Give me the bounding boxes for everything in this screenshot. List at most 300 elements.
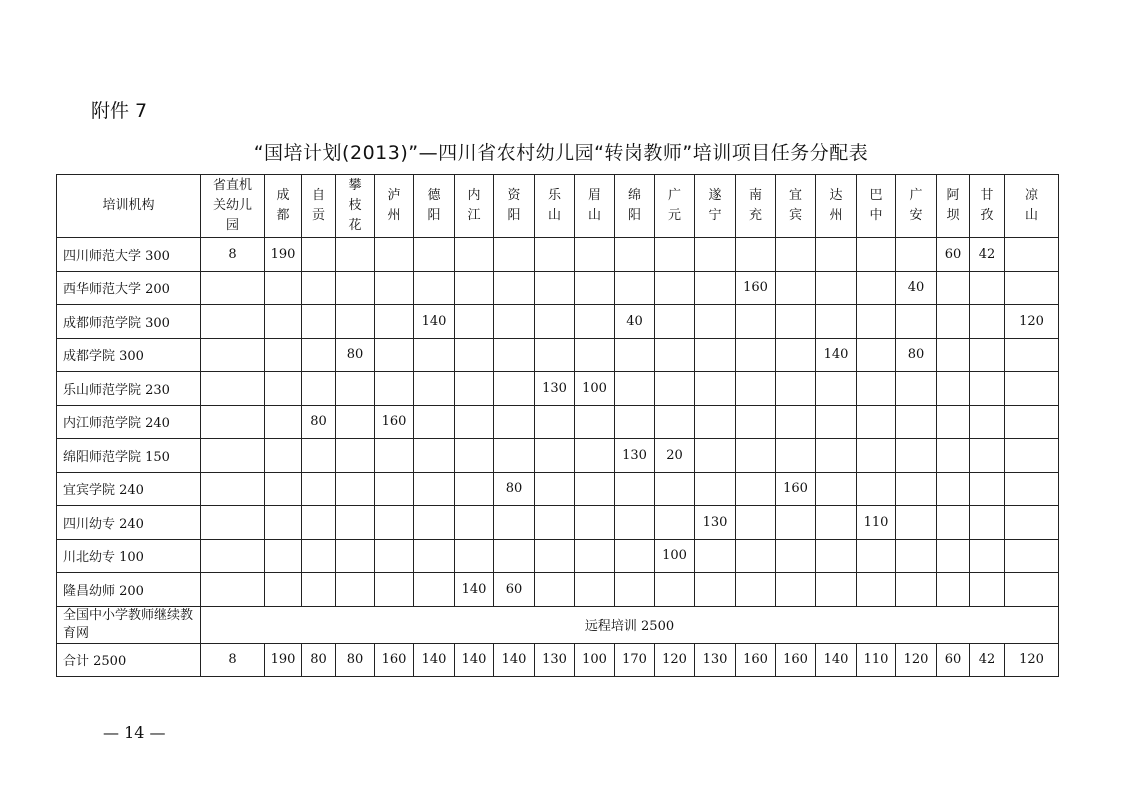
value-cell (655, 305, 695, 339)
value-cell: 120 (655, 643, 695, 677)
value-cell (302, 539, 336, 573)
allocation-table (56, 174, 1059, 677)
value-cell (201, 573, 265, 607)
value-cell (776, 271, 816, 305)
value-cell: 60 (494, 573, 535, 607)
value-cell (414, 238, 455, 272)
value-cell (736, 338, 776, 372)
value-cell (494, 539, 535, 573)
org-cell: 川北幼专 100 (57, 539, 201, 573)
value-cell (302, 238, 336, 272)
value-cell (1005, 271, 1059, 305)
value-cell (736, 472, 776, 506)
region-header: 绵 阳 (615, 175, 655, 238)
value-cell: 140 (816, 338, 857, 372)
value-cell (896, 506, 937, 540)
value-cell (655, 271, 695, 305)
value-cell (494, 238, 535, 272)
region-header: 达 州 (816, 175, 857, 238)
value-cell: 140 (455, 643, 494, 677)
value-cell: 170 (615, 643, 655, 677)
org-cell: 成都师范学院 300 (57, 305, 201, 339)
value-cell (857, 539, 896, 573)
value-cell (414, 405, 455, 439)
value-cell (265, 573, 302, 607)
value-cell (776, 439, 816, 473)
table-row (57, 506, 1059, 540)
value-cell (455, 405, 494, 439)
value-cell: 160 (375, 405, 414, 439)
org-cell: 合计 2500 (57, 643, 201, 677)
value-cell (970, 305, 1005, 339)
value-cell (896, 405, 937, 439)
value-cell (937, 305, 970, 339)
value-cell (201, 338, 265, 372)
region-header: 广 元 (655, 175, 695, 238)
region-header: 省直机 关幼儿 园 (201, 175, 265, 238)
value-cell (535, 305, 575, 339)
value-cell (896, 372, 937, 406)
value-cell (816, 439, 857, 473)
value-cell (265, 439, 302, 473)
value-cell (655, 372, 695, 406)
value-cell (375, 338, 414, 372)
value-cell: 130 (535, 372, 575, 406)
value-cell (776, 573, 816, 607)
value-cell (937, 372, 970, 406)
value-cell (1005, 372, 1059, 406)
value-cell (336, 472, 375, 506)
page-number: — 14 — (103, 723, 166, 742)
value-cell (1005, 472, 1059, 506)
value-cell (857, 238, 896, 272)
value-cell (695, 472, 736, 506)
value-cell: 42 (970, 238, 1005, 272)
value-cell (535, 439, 575, 473)
value-cell: 80 (302, 405, 336, 439)
value-cell (736, 506, 776, 540)
region-header: 资 阳 (494, 175, 535, 238)
org-cell: 隆昌幼师 200 (57, 573, 201, 607)
value-cell (375, 305, 414, 339)
value-cell (1005, 539, 1059, 573)
region-header: 广 安 (896, 175, 937, 238)
value-cell (201, 405, 265, 439)
value-cell (896, 472, 937, 506)
value-cell (455, 506, 494, 540)
value-cell (655, 573, 695, 607)
value-cell (336, 305, 375, 339)
value-cell: 140 (816, 643, 857, 677)
value-cell (494, 271, 535, 305)
value-cell (455, 338, 494, 372)
value-cell (336, 573, 375, 607)
value-cell: 8 (201, 643, 265, 677)
value-cell: 120 (1005, 305, 1059, 339)
value-cell (655, 238, 695, 272)
value-cell (414, 506, 455, 540)
value-cell (655, 405, 695, 439)
value-cell: 190 (265, 643, 302, 677)
value-cell: 130 (695, 643, 736, 677)
value-cell (375, 372, 414, 406)
value-cell (201, 506, 265, 540)
value-cell: 40 (896, 271, 937, 305)
value-cell (776, 238, 816, 272)
table-row (57, 439, 1059, 473)
value-cell (494, 305, 535, 339)
value-cell (615, 405, 655, 439)
region-header: 宜 宾 (776, 175, 816, 238)
region-header: 自 贡 (302, 175, 336, 238)
region-header: 泸 州 (375, 175, 414, 238)
value-cell (302, 305, 336, 339)
value-cell (816, 372, 857, 406)
value-cell: 140 (414, 643, 455, 677)
value-cell (494, 338, 535, 372)
value-cell (857, 305, 896, 339)
value-cell (375, 439, 414, 473)
value-cell (265, 271, 302, 305)
value-cell (535, 573, 575, 607)
table-row (57, 539, 1059, 573)
value-cell (896, 539, 937, 573)
value-cell: 160 (776, 643, 816, 677)
value-cell (937, 472, 970, 506)
value-cell (535, 472, 575, 506)
value-cell: 100 (655, 539, 695, 573)
value-cell (970, 506, 1005, 540)
value-cell (455, 305, 494, 339)
value-cell (970, 405, 1005, 439)
value-cell (302, 439, 336, 473)
value-cell (655, 338, 695, 372)
value-cell (695, 338, 736, 372)
value-cell (816, 305, 857, 339)
org-cell: 绵阳师范学院 150 (57, 439, 201, 473)
value-cell: 42 (970, 643, 1005, 677)
table-row (57, 338, 1059, 372)
value-cell (615, 506, 655, 540)
value-cell (615, 539, 655, 573)
value-cell (816, 405, 857, 439)
value-cell: 140 (414, 305, 455, 339)
table-row (57, 573, 1059, 607)
attachment-label: 附件 7 (91, 100, 148, 122)
value-cell: 130 (535, 643, 575, 677)
value-cell (455, 372, 494, 406)
value-cell: 140 (455, 573, 494, 607)
value-cell (776, 372, 816, 406)
value-cell (776, 305, 816, 339)
value-cell (736, 405, 776, 439)
value-cell (695, 305, 736, 339)
value-cell (615, 271, 655, 305)
value-cell (857, 405, 896, 439)
value-cell (265, 539, 302, 573)
value-cell (695, 238, 736, 272)
value-cell (414, 372, 455, 406)
org-cell: 四川幼专 240 (57, 506, 201, 540)
region-header: 成 都 (265, 175, 302, 238)
value-cell (535, 539, 575, 573)
value-cell: 130 (695, 506, 736, 540)
value-cell (776, 539, 816, 573)
table-row (57, 271, 1059, 305)
online-training-cell: 远程培训 2500 (201, 606, 1059, 643)
region-header: 南 充 (736, 175, 776, 238)
value-cell (201, 539, 265, 573)
value-cell: 190 (265, 238, 302, 272)
value-cell (937, 506, 970, 540)
value-cell (937, 271, 970, 305)
value-cell (455, 238, 494, 272)
value-cell (896, 238, 937, 272)
value-cell (302, 573, 336, 607)
value-cell (336, 372, 375, 406)
value-cell (575, 573, 615, 607)
value-cell: 40 (615, 305, 655, 339)
value-cell (695, 573, 736, 607)
value-cell (575, 405, 615, 439)
value-cell (455, 271, 494, 305)
value-cell (375, 271, 414, 305)
value-cell (494, 372, 535, 406)
value-cell (265, 506, 302, 540)
value-cell: 140 (494, 643, 535, 677)
value-cell (857, 439, 896, 473)
value-cell (201, 472, 265, 506)
value-cell: 160 (736, 643, 776, 677)
value-cell: 110 (857, 643, 896, 677)
org-header: 培训机构 (57, 175, 201, 238)
value-cell (575, 271, 615, 305)
value-cell: 110 (857, 506, 896, 540)
value-cell (302, 472, 336, 506)
region-header: 遂 宁 (695, 175, 736, 238)
value-cell (655, 506, 695, 540)
value-cell (455, 472, 494, 506)
value-cell (265, 372, 302, 406)
document-title: “国培计划(2013)”—四川省农村幼儿园“转岗教师”培训项目任务分配表 (253, 142, 869, 164)
value-cell (970, 573, 1005, 607)
value-cell: 80 (336, 643, 375, 677)
region-header: 眉 山 (575, 175, 615, 238)
value-cell (265, 472, 302, 506)
value-cell (615, 372, 655, 406)
org-cell: 宜宾学院 240 (57, 472, 201, 506)
value-cell (302, 338, 336, 372)
value-cell (414, 472, 455, 506)
value-cell (816, 539, 857, 573)
value-cell (494, 506, 535, 540)
value-cell (776, 405, 816, 439)
value-cell (736, 372, 776, 406)
value-cell (615, 472, 655, 506)
table-row (57, 372, 1059, 406)
value-cell (695, 405, 736, 439)
value-cell (615, 338, 655, 372)
value-cell (1005, 439, 1059, 473)
value-cell (375, 238, 414, 272)
value-cell (970, 439, 1005, 473)
value-cell (336, 506, 375, 540)
value-cell (816, 506, 857, 540)
value-cell (575, 539, 615, 573)
org-cell: 成都学院 300 (57, 338, 201, 372)
value-cell (857, 472, 896, 506)
value-cell (736, 539, 776, 573)
table-row (57, 238, 1059, 272)
value-cell (414, 573, 455, 607)
value-cell (336, 539, 375, 573)
value-cell (265, 338, 302, 372)
value-cell (201, 271, 265, 305)
value-cell (1005, 506, 1059, 540)
online-training-row (57, 606, 1059, 643)
value-cell (201, 439, 265, 473)
value-cell (970, 539, 1005, 573)
value-cell (970, 472, 1005, 506)
value-cell (494, 439, 535, 473)
value-cell (736, 238, 776, 272)
value-cell (575, 506, 615, 540)
value-cell (1005, 573, 1059, 607)
value-cell: 120 (1005, 643, 1059, 677)
value-cell (937, 439, 970, 473)
value-cell (375, 573, 414, 607)
value-cell (655, 472, 695, 506)
value-cell (970, 372, 1005, 406)
value-cell (201, 305, 265, 339)
value-cell (375, 472, 414, 506)
value-cell (1005, 405, 1059, 439)
region-header: 凉 山 (1005, 175, 1059, 238)
value-cell (736, 305, 776, 339)
value-cell: 8 (201, 238, 265, 272)
value-cell (970, 271, 1005, 305)
value-cell (375, 539, 414, 573)
org-cell: 内江师范学院 240 (57, 405, 201, 439)
table-row (57, 405, 1059, 439)
region-header: 乐 山 (535, 175, 575, 238)
value-cell: 60 (937, 238, 970, 272)
value-cell: 130 (615, 439, 655, 473)
value-cell (336, 271, 375, 305)
value-cell (265, 305, 302, 339)
value-cell (615, 238, 655, 272)
value-cell (736, 439, 776, 473)
value-cell: 80 (896, 338, 937, 372)
table-row (57, 305, 1059, 339)
value-cell (265, 405, 302, 439)
value-cell (575, 338, 615, 372)
value-cell (455, 539, 494, 573)
value-cell (535, 271, 575, 305)
value-cell (535, 238, 575, 272)
value-cell (816, 271, 857, 305)
value-cell (695, 271, 736, 305)
value-cell: 80 (336, 338, 375, 372)
value-cell (302, 372, 336, 406)
value-cell (736, 573, 776, 607)
value-cell (937, 338, 970, 372)
value-cell (575, 472, 615, 506)
org-cell: 全国中小学教师继续教育网 (57, 606, 201, 643)
value-cell (776, 338, 816, 372)
value-cell (414, 539, 455, 573)
value-cell: 100 (575, 372, 615, 406)
value-cell (896, 439, 937, 473)
value-cell: 80 (494, 472, 535, 506)
value-cell: 80 (302, 643, 336, 677)
value-cell (575, 305, 615, 339)
value-cell: 160 (375, 643, 414, 677)
value-cell (336, 238, 375, 272)
value-cell (414, 439, 455, 473)
value-cell (970, 338, 1005, 372)
value-cell (575, 439, 615, 473)
value-cell: 60 (937, 643, 970, 677)
value-cell (336, 439, 375, 473)
value-cell: 120 (896, 643, 937, 677)
value-cell: 20 (655, 439, 695, 473)
value-cell (535, 506, 575, 540)
value-cell (816, 472, 857, 506)
value-cell (535, 405, 575, 439)
value-cell (857, 338, 896, 372)
value-cell (414, 271, 455, 305)
table-body (57, 238, 1059, 677)
value-cell (695, 372, 736, 406)
table-row (57, 472, 1059, 506)
org-cell: 乐山师范学院 230 (57, 372, 201, 406)
value-cell (937, 405, 970, 439)
value-cell (455, 439, 494, 473)
value-cell (695, 539, 736, 573)
value-cell (201, 372, 265, 406)
value-cell (896, 573, 937, 607)
value-cell (494, 405, 535, 439)
value-cell (896, 305, 937, 339)
value-cell (1005, 238, 1059, 272)
region-header: 德 阳 (414, 175, 455, 238)
value-cell (816, 573, 857, 607)
header-row (57, 175, 1059, 238)
value-cell (1005, 338, 1059, 372)
value-cell (414, 338, 455, 372)
value-cell (615, 573, 655, 607)
value-cell (857, 372, 896, 406)
value-cell (937, 539, 970, 573)
value-cell (535, 338, 575, 372)
value-cell (575, 238, 615, 272)
value-cell (816, 238, 857, 272)
value-cell (302, 506, 336, 540)
org-cell: 四川师范大学 300 (57, 238, 201, 272)
region-header: 巴 中 (857, 175, 896, 238)
value-cell (937, 573, 970, 607)
region-header: 内 江 (455, 175, 494, 238)
value-cell: 160 (736, 271, 776, 305)
org-cell: 西华师范大学 200 (57, 271, 201, 305)
value-cell (302, 271, 336, 305)
value-cell: 160 (776, 472, 816, 506)
value-cell (336, 405, 375, 439)
region-header: 阿 坝 (937, 175, 970, 238)
value-cell (695, 439, 736, 473)
value-cell: 100 (575, 643, 615, 677)
